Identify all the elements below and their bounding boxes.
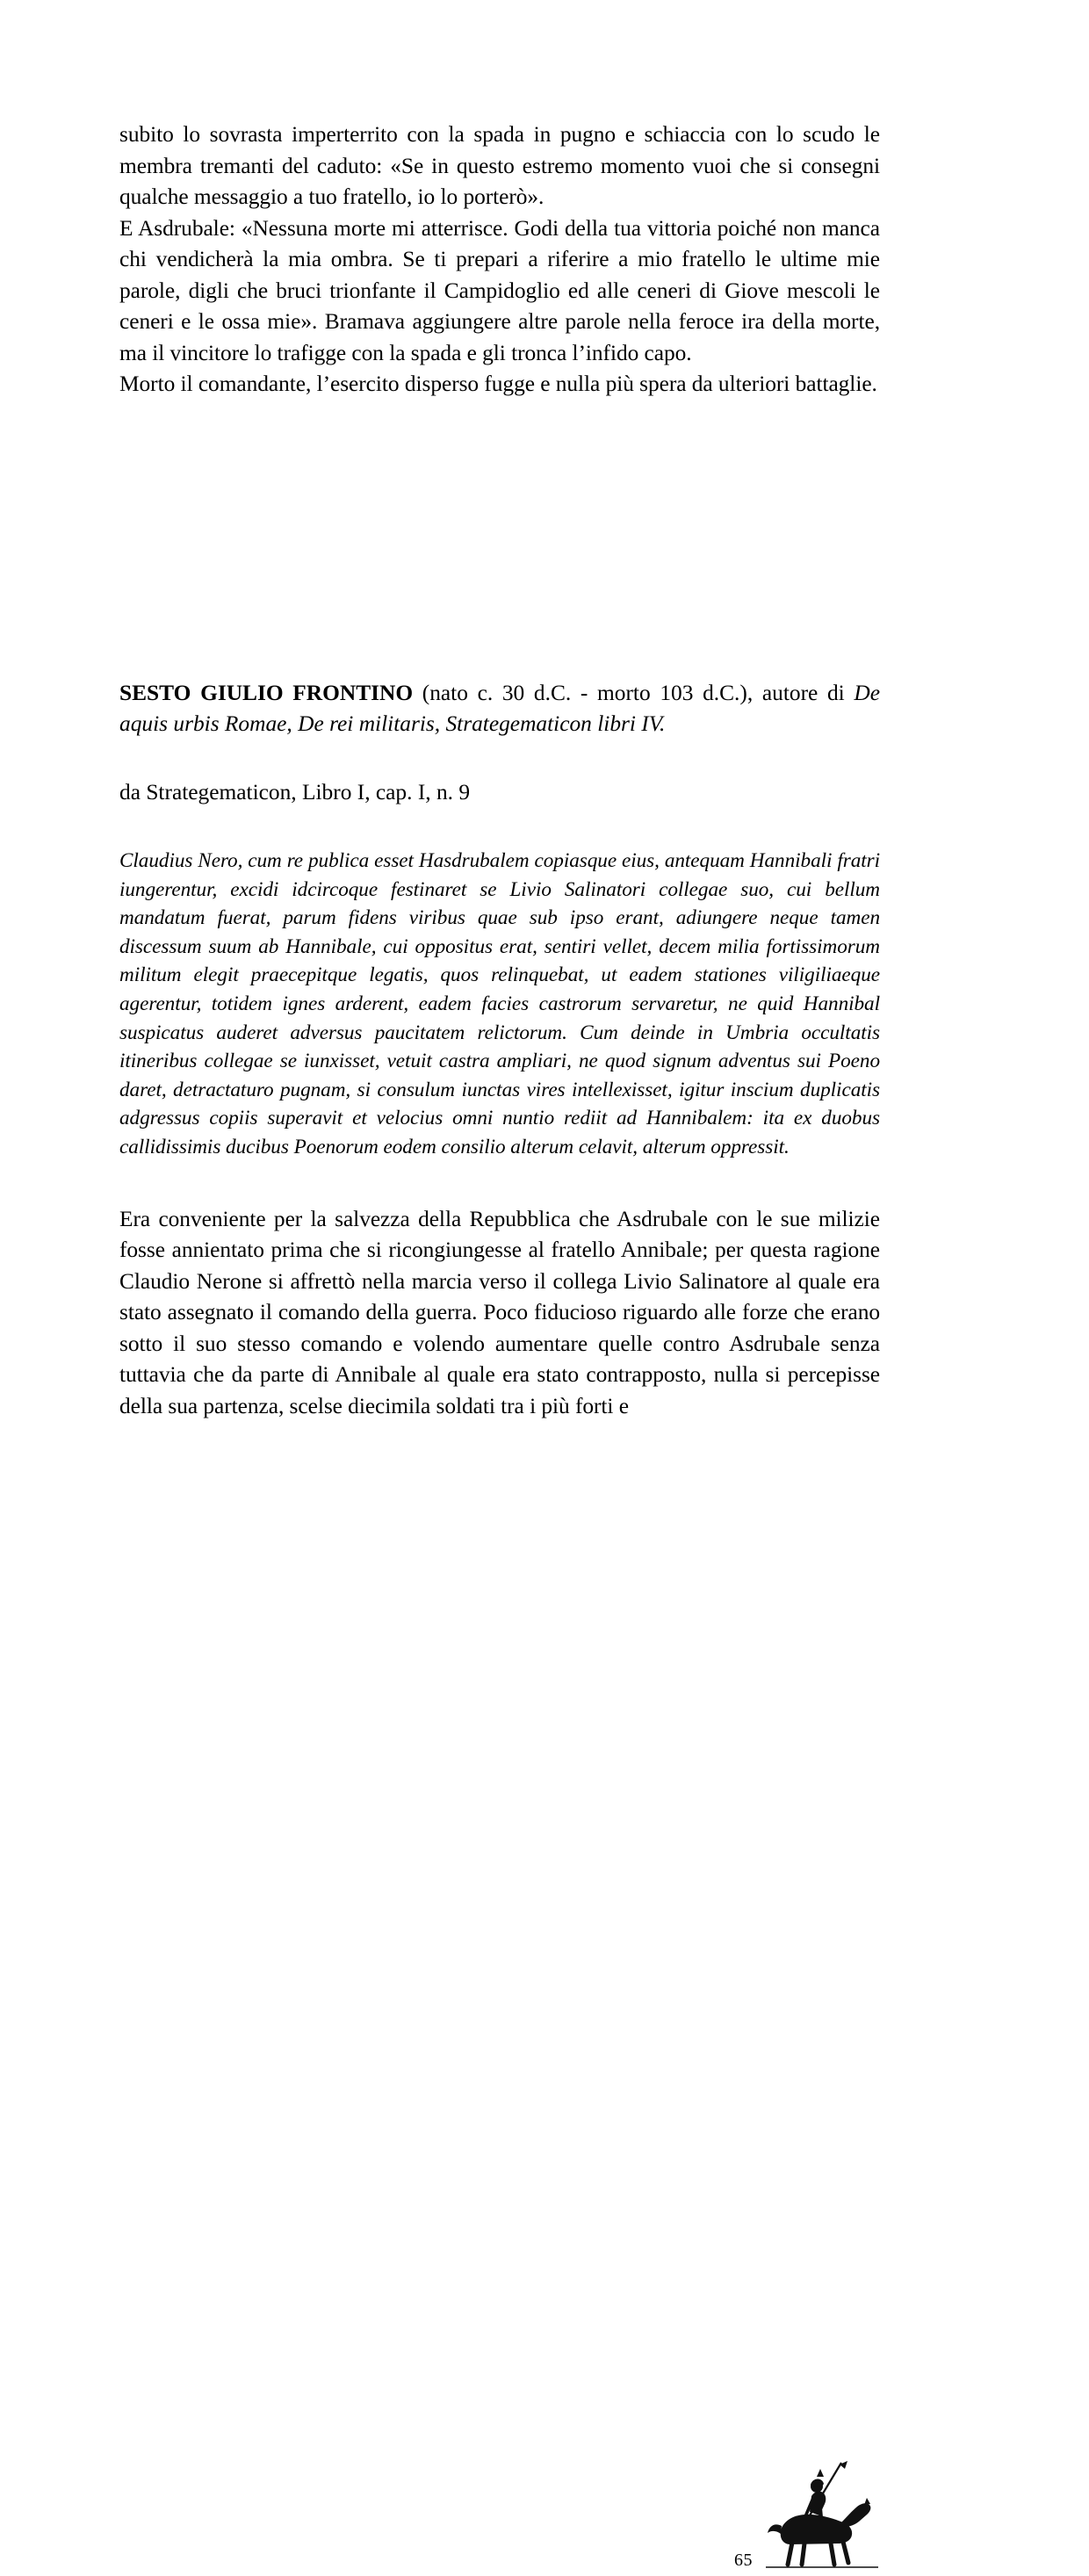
latin-excerpt: Claudius Nero, cum re publica esset Hasdrubalem copiasque eius, antequam Hannibali fratri iungerentur, excidi idcircoque festinaret se Livio Salinatori collegae suo, cui bellum mandatum fuerat, parum fidens viribus quae sub ipso erant, adiungere neque tamen discessum suum ab Hannibale, cui oppositus erat, sentiri vellet, decem milia fortissimorum militum elegit praecepitque legatis, quos relinquebat, ut eadem stationes viligiliaeque agerentur, totidem ignes arderent, eadem facies castrorum servaretur, ne quid Hannibal suspicatus auderet adversus paucitatem relictorum. Cum deinde in Umbria occultatis itineribus collegae se iunxisset, vetuit castra ampliari, ne quod signum adventus sui Poeno daret, detractaturo pugnam, si consulum iunctas vires intellexisset, igitur inscium duplicatis adgressus copiis superavit et velocius omni nuntio rediit ad Hannibalem: ita ex duobus callidissimis ducibus Poenorum eodem consilio alterum celavit, alterum oppressit. bbox=[119, 849, 880, 1158]
italian-translation: Era conveniente per la salvezza della Repubblica che Asdrubale con le sue milizie fosse annientato prima che si ricongiungesse al fratello Annibale; per questa ragione Claudio Nerone si affrettò nella marcia verso il collega Livio Salinatore al quale era stato assegnato il comando della guerra. Poco fiducioso riguardo alle forze che erano sotto il suo stesso comando e volendo aumentare quelle contro Asdrubale senza tuttavia che da parte di Annibale al quale era stato contrapposto, nulla si percepisse della sua partenza, scelse diecimila soldati tra i più forti e bbox=[119, 1206, 880, 1418]
author-dates: (nato c. 30 d.C. - morto 103 d.C.), autore di bbox=[413, 680, 855, 705]
section-spacer bbox=[119, 400, 880, 678]
source-citation: da Strategematicon, Libro I, cap. I, n. 9 bbox=[119, 779, 471, 805]
page-footer bbox=[0, 1230, 1089, 2570]
page-content bbox=[119, 119, 880, 1422]
paragraph-opening: subito lo sovrasta imperterrito con la spada in pugno e schiaccia con lo scudo le membra tremanti del caduto: «Se in questo estremo momento vuoi che si consegni qualche messaggio a tuo fratello, io lo porterò». bbox=[119, 122, 880, 209]
author-name: SESTO GIULIO FRONTINO bbox=[119, 680, 414, 705]
author-works: De aquis urbis Romae, De rei militaris, Strategematicon libri IV. bbox=[119, 680, 880, 736]
page-number: 65 bbox=[734, 2551, 753, 2570]
citation-spacer bbox=[119, 808, 880, 847]
heading-spacer bbox=[119, 740, 880, 777]
excerpt-spacer bbox=[119, 1162, 880, 1204]
paragraph-army-flees: Morto il comandante, l’esercito disperso fugge e nulla più spera da ulteriori battaglie. bbox=[119, 372, 877, 396]
paragraph-asdrubale-speech: E Asdrubale: «Nessuna morte mi atterrisce. Godi della tua vittoria poiché non manca chi vendicherà la mia ombra. Se ti prepari a riferire a mio fratello le ultime mie parole, digli che bruci trionfante il Campidoglio ed alle ceneri di Giove mescoli le ceneri e le ossa mie». Bramava aggiungere altre parole nella feroce ira della morte, ma il vincitore lo trafigge con la spada e gli tronca l’infido capo. bbox=[119, 215, 880, 365]
author-heading bbox=[119, 678, 880, 740]
roman-cavalry-horseman-icon bbox=[761, 2457, 883, 2572]
